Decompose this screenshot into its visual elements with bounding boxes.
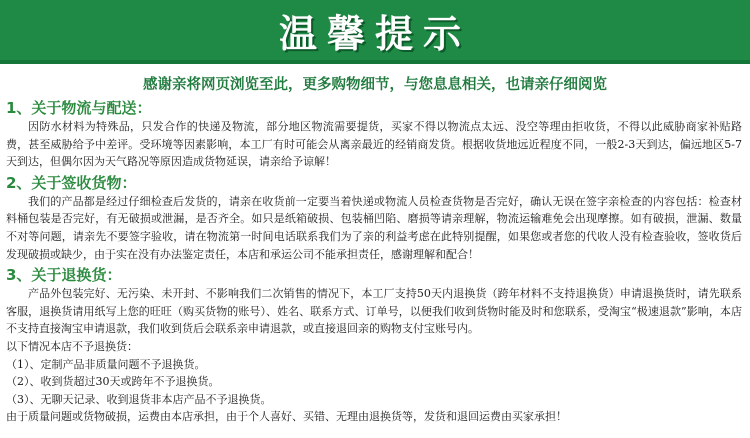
section-returns [0,265,750,426]
section-text: 我们的产品都是经过仔细检查后发货的，请亲在收货前一定要当着快递或物流人员检查货物是否完好，确认无误在签字亲检查的内容包括：检查材料桶包装是否完好，有无破损或泄漏，是否齐全。如只是纸箱破损、包装桶凹陷、磨损等请亲理解，物流运输难免会出现摩擦。如有破损，泄漏、数量不对等问题，请亲先不要签字验收，请在物流第一时间电话联系我们为了亲的利益考虑在此特别提醒，如果您或者您的代收人没有检查验收，签收货后发现破损或缺少，由于实在没有办法鉴定责任，本店和承运公司不能承担责任，感谢理解和配合！ [6,194,742,261]
section-heading: 1、关于物流与配送： [6,99,152,117]
section-receipt [0,173,750,263]
list-item: （3）、无聊天记录、收到退货非本店产品不予退换货。 [6,392,272,406]
list-item: （2）、收到货超过30天或跨年不予退换货。 [6,375,220,389]
title-banner [0,0,750,64]
section-text: 因防水材料为特殊品，只发合作的快递及物流，部分地区物流需要提货，买家不得以物流点太远、没空等理由拒收货，不得以此威胁商家补贴路费，甚至威胁给予中差评。受环境等因素影响，本工厂有时可能会从离亲最近的经销商发货。根据收货地远近程度不同，一般2-3天到达，偏远地区5-7天到达，但偶尔因为天气路况等原因造成货物延误，请亲给予谅解！ [6,120,742,169]
subtitle: 感谢亲将网页浏览至此，更多购物细节，与您息息相关，也请亲仔细阅览 [143,77,607,93]
list-intro: 以下情况本店不予退换货： [6,339,138,353]
section-heading: 3、关于退换货： [6,266,122,285]
banner-title: 温馨提示 [278,11,471,56]
list-item: （1）、定制产品非质量问题不予退换货。 [6,357,206,371]
shipping-note: 由于质量问题或货物破损，运费由本店承担，由于个人喜好、买错、无理由退换货等，发货和退回运费由买家承担！ [6,410,567,424]
section-heading: 2、关于签收货物： [6,173,137,192]
section-logistics [0,98,750,171]
section-text: 产品外包装完好、无污染、未开封、不影响我们二次销售的情况下，本工厂支持50天内退换货（跨年材料不支持退换货）申请退换货时，请先联系客服，退换货请用纸写上您的旺旺（购买货物的账号）、姓名、联系方式、订单号，以便我们收到货物时能及时和您联系，受淘宝“极速退款”影响，本店不支持直接淘宝申请退款，我们收到货后会联系亲申请退款，或直接退回亲的购物支付宝账号内。 [6,287,742,336]
